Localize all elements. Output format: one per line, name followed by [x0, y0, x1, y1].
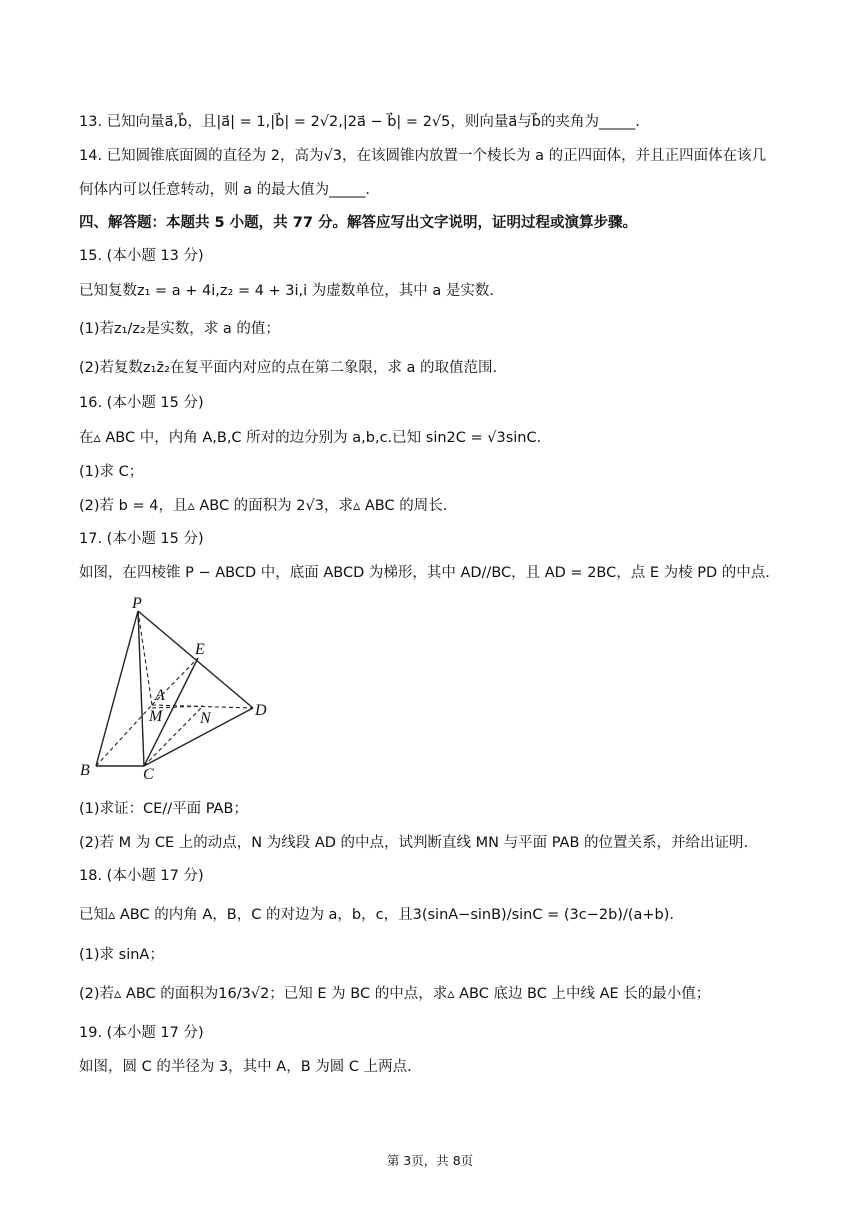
section-heading: 四、解答题：本题共 5 小题，共 77 分。解答应写出文字说明，证明过程或演算步骤。	[79, 215, 637, 231]
label-B: B	[80, 762, 90, 779]
question-19-stem: 如图，圆 C 的半径为 3，其中 A，B 为圆 C 上两点.	[79, 1059, 412, 1075]
question-18-header: 18. (本小题 17 分)	[79, 868, 204, 884]
question-18-part-1: (1)求 sinA；	[79, 947, 164, 963]
page-footer: 第 3页，共 8页	[386, 1153, 474, 1168]
label-C: C	[143, 766, 154, 783]
question-16-stem: 在▵ ABC 中，内角 A,B,C 所对的边分别为 a,b,c.已知 sin2C = √3sinC.	[79, 430, 542, 446]
question-17-part-2: (2)若 M 为 CE 上的动点，N 为线段 AD 的中点，试判断直线 MN 与平面 PAB 的位置关系，并给出证明.	[79, 835, 749, 851]
question-17-header: 17. (本小题 15 分)	[79, 531, 204, 547]
question-18-part-2: (2)若▵ ABC 的面积为16/3√2；已知 E 为 BC 的中点，求▵ ABC 底边 BC 上中线 AE 长的最小值；	[79, 986, 711, 1002]
question-13: 13. 已知向量a⃗,b⃗，且|a⃗| = 1,|b⃗| = 2√2,|2a⃗ − b⃗| = 2√5，则向量a⃗与b⃗的夹角为_____.	[79, 114, 640, 130]
question-15-part-2: (2)若复数z₁z̄₂在复平面内对应的点在第二象限，求 a 的取值范围.	[79, 360, 498, 376]
pyramid-figure	[78, 593, 278, 783]
label-D: D	[255, 702, 267, 719]
label-E: E	[195, 641, 205, 658]
question-16-header: 16. (本小题 15 分)	[79, 395, 204, 411]
label-N: N	[200, 710, 211, 727]
question-17-stem: 如图，在四棱锥 P − ABCD 中，底面 ABCD 为梯形，其中 AD//BC，且 AD = 2BC，点 E 为棱 PD 的中点.	[79, 565, 770, 581]
question-17-part-1: (1)求证：CE//平面 PAB；	[79, 801, 248, 817]
label-A: A	[155, 687, 165, 704]
question-16-part-1: (1)求 C；	[79, 464, 144, 480]
question-15-header: 15. (本小题 13 分)	[79, 248, 204, 264]
question-14-line-1: 14. 已知圆锥底面圆的直径为 2，高为√3，在该圆锥内放置一个棱长为 a 的正四面体，并且正四面体在该几	[79, 148, 767, 164]
question-15-part-1: (1)若z₁/z₂是实数，求 a 的值；	[79, 321, 280, 337]
question-15-stem: 已知复数z₁ = a + 4i,z₂ = 4 + 3i,i 为虚数单位，其中 a 是实数.	[79, 283, 495, 299]
question-16-part-2: (2)若 b = 4，且▵ ABC 的面积为 2√3，求▵ ABC 的周长.	[79, 498, 448, 514]
label-M: M	[149, 708, 163, 725]
label-P: P	[132, 595, 142, 612]
question-14-line-2: 何体内可以任意转动，则 a 的最大值为_____.	[79, 182, 370, 198]
question-19-header: 19. (本小题 17 分)	[79, 1025, 204, 1041]
question-18-stem: 已知▵ ABC 的内角 A，B，C 的对边为 a，b，c，且3(sinA−sinB)/sinC = (3c−2b)/(a+b).	[79, 907, 675, 923]
